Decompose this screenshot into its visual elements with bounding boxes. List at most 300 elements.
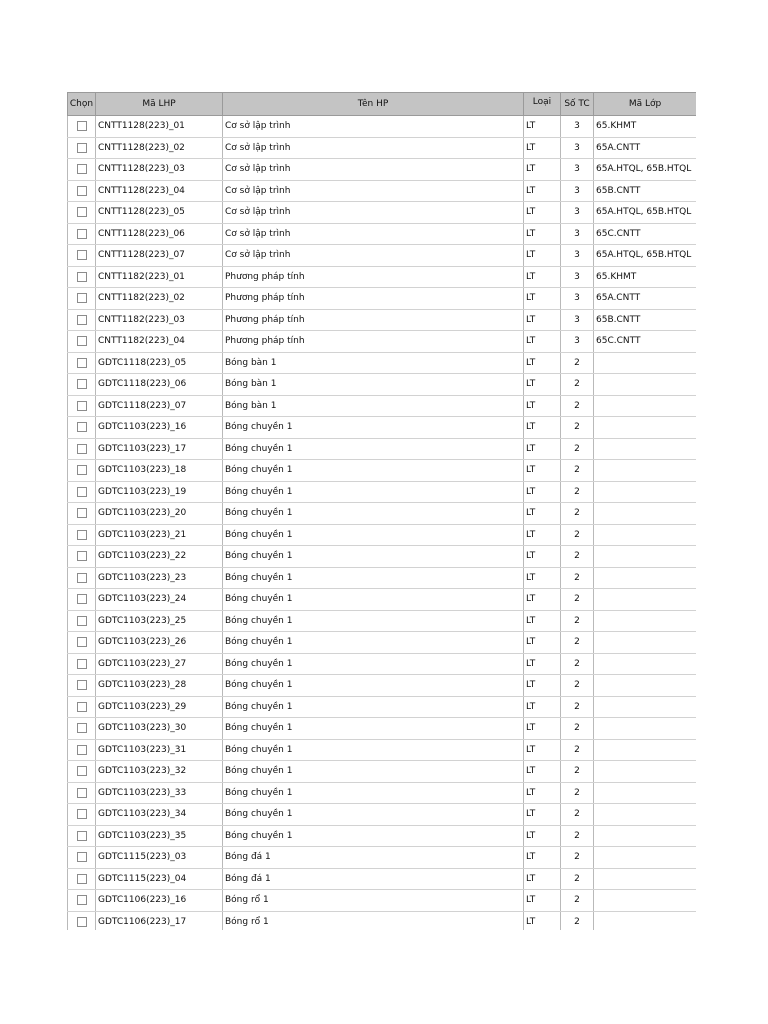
select-checkbox[interactable]	[77, 143, 87, 153]
select-checkbox[interactable]	[77, 616, 87, 626]
ten-hp-cell: Phương pháp tính	[223, 266, 524, 288]
table-row	[68, 352, 697, 374]
table-row	[68, 524, 697, 546]
ten-hp-cell: Bóng bàn 1	[223, 395, 524, 417]
select-cell	[68, 331, 96, 353]
ten-hp-cell: Bóng chuyền 1	[223, 718, 524, 740]
table-row	[68, 417, 697, 439]
ten-hp-cell: Bóng chuyền 1	[223, 524, 524, 546]
so-tc-cell: 2	[561, 417, 594, 439]
loai-cell: LT	[524, 804, 561, 826]
so-tc-cell: 2	[561, 481, 594, 503]
loai-cell: LT	[524, 309, 561, 331]
so-tc-cell: 3	[561, 331, 594, 353]
loai-cell: LT	[524, 223, 561, 245]
so-tc-cell: 2	[561, 395, 594, 417]
ma-lop-cell	[594, 804, 697, 826]
ma-lhp-cell: CNTT1128(223)_03	[96, 159, 223, 181]
ma-lop-cell: 65A.CNTT	[594, 137, 697, 159]
ma-lhp-cell: CNTT1128(223)_06	[96, 223, 223, 245]
select-checkbox[interactable]	[77, 766, 87, 776]
so-tc-cell: 2	[561, 675, 594, 697]
loai-cell: LT	[524, 653, 561, 675]
course-section-table	[67, 92, 696, 930]
select-cell	[68, 804, 96, 826]
ma-lhp-cell: GDTC1103(223)_23	[96, 567, 223, 589]
ma-lhp-cell: CNTT1128(223)_02	[96, 137, 223, 159]
ma-lop-cell	[594, 847, 697, 869]
ma-lhp-cell: GDTC1103(223)_19	[96, 481, 223, 503]
so-tc-cell: 2	[561, 503, 594, 525]
so-tc-cell: 2	[561, 524, 594, 546]
ma-lhp-cell: GDTC1118(223)_06	[96, 374, 223, 396]
ma-lhp-cell: CNTT1182(223)_03	[96, 309, 223, 331]
select-cell	[68, 481, 96, 503]
so-tc-cell: 3	[561, 202, 594, 224]
ma-lop-cell	[594, 761, 697, 783]
ten-hp-cell: Bóng chuyền 1	[223, 503, 524, 525]
ten-hp-cell: Bóng bàn 1	[223, 374, 524, 396]
ma-lop-cell	[594, 718, 697, 740]
so-tc-cell: 3	[561, 180, 594, 202]
loai-cell: LT	[524, 890, 561, 912]
loai-cell: LT	[524, 374, 561, 396]
table-body	[68, 116, 697, 931]
ma-lhp-cell: GDTC1103(223)_33	[96, 782, 223, 804]
ma-lhp-cell: GDTC1115(223)_04	[96, 868, 223, 890]
ma-lhp-cell: GDTC1103(223)_16	[96, 417, 223, 439]
loai-cell: LT	[524, 481, 561, 503]
ten-hp-cell: Bóng chuyền 1	[223, 610, 524, 632]
select-checkbox[interactable]	[77, 508, 87, 518]
ten-hp-cell: Bóng bàn 1	[223, 352, 524, 374]
select-cell	[68, 438, 96, 460]
ma-lop-cell	[594, 438, 697, 460]
table-row	[68, 266, 697, 288]
ten-hp-cell: Bóng chuyền 1	[223, 675, 524, 697]
ten-hp-cell: Cơ sở lập trình	[223, 202, 524, 224]
so-tc-cell: 2	[561, 374, 594, 396]
loai-cell: LT	[524, 567, 561, 589]
select-cell	[68, 245, 96, 267]
table-header	[68, 93, 697, 116]
ma-lop-cell	[594, 696, 697, 718]
table-row	[68, 245, 697, 267]
select-cell	[68, 868, 96, 890]
ma-lhp-cell: CNTT1128(223)_04	[96, 180, 223, 202]
ma-lop-cell	[594, 632, 697, 654]
so-tc-cell: 3	[561, 266, 594, 288]
select-cell	[68, 309, 96, 331]
ma-lhp-cell: CNTT1182(223)_04	[96, 331, 223, 353]
loai-cell: LT	[524, 266, 561, 288]
ten-hp-cell: Bóng chuyền 1	[223, 696, 524, 718]
ten-hp-cell: Cơ sở lập trình	[223, 116, 524, 138]
loai-cell: LT	[524, 159, 561, 181]
select-cell	[68, 288, 96, 310]
ten-hp-cell: Phương pháp tính	[223, 309, 524, 331]
select-checkbox[interactable]	[77, 379, 87, 389]
ma-lhp-cell: GDTC1103(223)_26	[96, 632, 223, 654]
select-checkbox[interactable]	[77, 788, 87, 798]
loai-cell: LT	[524, 438, 561, 460]
ma-lhp-cell: CNTT1128(223)_05	[96, 202, 223, 224]
select-checkbox[interactable]	[77, 250, 87, 260]
ma-lop-cell	[594, 911, 697, 930]
loai-cell: LT	[524, 245, 561, 267]
ten-hp-cell: Bóng rổ 1	[223, 890, 524, 912]
select-checkbox[interactable]	[77, 637, 87, 647]
loai-cell: LT	[524, 761, 561, 783]
so-tc-cell: 2	[561, 847, 594, 869]
ten-hp-cell: Phương pháp tính	[223, 288, 524, 310]
table-row	[68, 890, 697, 912]
ma-lop-cell	[594, 481, 697, 503]
so-tc-cell: 3	[561, 309, 594, 331]
table-row	[68, 632, 697, 654]
ten-hp-cell: Bóng chuyền 1	[223, 739, 524, 761]
select-checkbox[interactable]	[77, 573, 87, 583]
ten-hp-cell: Bóng chuyền 1	[223, 438, 524, 460]
select-cell	[68, 137, 96, 159]
table-row	[68, 589, 697, 611]
loai-cell: LT	[524, 352, 561, 374]
ma-lhp-cell: CNTT1128(223)_07	[96, 245, 223, 267]
so-tc-cell: 2	[561, 825, 594, 847]
select-checkbox[interactable]	[77, 121, 87, 131]
select-checkbox[interactable]	[77, 336, 87, 346]
ma-lop-cell	[594, 352, 697, 374]
so-tc-cell: 2	[561, 567, 594, 589]
loai-cell: LT	[524, 739, 561, 761]
header-ma-lhp: Mã LHP	[96, 93, 223, 116]
table-row	[68, 847, 697, 869]
ma-lop-cell: 65A.HTQL, 65B.HTQL	[594, 202, 697, 224]
select-cell	[68, 202, 96, 224]
ma-lop-cell	[594, 546, 697, 568]
select-cell	[68, 739, 96, 761]
select-cell	[68, 116, 96, 138]
ma-lop-cell: 65A.CNTT	[594, 288, 697, 310]
select-cell	[68, 610, 96, 632]
table-row	[68, 438, 697, 460]
ten-hp-cell: Bóng chuyền 1	[223, 761, 524, 783]
select-checkbox[interactable]	[77, 186, 87, 196]
table-row	[68, 911, 697, 930]
select-checkbox[interactable]	[77, 293, 87, 303]
ten-hp-cell: Bóng chuyền 1	[223, 804, 524, 826]
select-cell	[68, 460, 96, 482]
loai-cell: LT	[524, 417, 561, 439]
ma-lop-cell	[594, 524, 697, 546]
select-cell	[68, 567, 96, 589]
ma-lhp-cell: GDTC1103(223)_29	[96, 696, 223, 718]
ma-lop-cell	[594, 395, 697, 417]
select-cell	[68, 825, 96, 847]
so-tc-cell: 3	[561, 159, 594, 181]
select-checkbox[interactable]	[77, 659, 87, 669]
ma-lop-cell: 65A.HTQL, 65B.HTQL	[594, 159, 697, 181]
table-row	[68, 288, 697, 310]
header-ten-hp: Tên HP	[223, 93, 524, 116]
so-tc-cell: 3	[561, 288, 594, 310]
select-cell	[68, 374, 96, 396]
ma-lhp-cell: GDTC1103(223)_27	[96, 653, 223, 675]
select-cell	[68, 159, 96, 181]
ma-lop-cell: 65A.HTQL, 65B.HTQL	[594, 245, 697, 267]
ma-lhp-cell: GDTC1103(223)_20	[96, 503, 223, 525]
table-row	[68, 137, 697, 159]
select-checkbox[interactable]	[77, 594, 87, 604]
ten-hp-cell: Bóng đá 1	[223, 847, 524, 869]
ma-lhp-cell: GDTC1103(223)_25	[96, 610, 223, 632]
ma-lop-cell: 65.KHMT	[594, 266, 697, 288]
ma-lop-cell	[594, 589, 697, 611]
ten-hp-cell: Bóng chuyền 1	[223, 460, 524, 482]
select-checkbox[interactable]	[77, 680, 87, 690]
select-checkbox[interactable]	[77, 702, 87, 712]
loai-cell: LT	[524, 137, 561, 159]
header-ma-lop: Mã Lớp	[594, 93, 697, 116]
table-row	[68, 567, 697, 589]
select-checkbox[interactable]	[77, 272, 87, 282]
select-checkbox[interactable]	[77, 874, 87, 884]
ma-lhp-cell: GDTC1103(223)_24	[96, 589, 223, 611]
select-cell	[68, 847, 96, 869]
ten-hp-cell: Bóng đá 1	[223, 868, 524, 890]
so-tc-cell: 2	[561, 804, 594, 826]
ma-lop-cell	[594, 890, 697, 912]
ma-lhp-cell: GDTC1118(223)_07	[96, 395, 223, 417]
so-tc-cell: 3	[561, 245, 594, 267]
select-checkbox[interactable]	[77, 895, 87, 905]
select-cell	[68, 632, 96, 654]
select-cell	[68, 761, 96, 783]
select-checkbox[interactable]	[77, 551, 87, 561]
loai-cell: LT	[524, 546, 561, 568]
ma-lhp-cell: GDTC1103(223)_18	[96, 460, 223, 482]
ma-lop-cell	[594, 503, 697, 525]
loai-cell: LT	[524, 847, 561, 869]
loai-cell: LT	[524, 524, 561, 546]
table-row	[68, 610, 697, 632]
select-checkbox[interactable]	[77, 229, 87, 239]
ma-lop-cell: 65C.CNTT	[594, 223, 697, 245]
table-row	[68, 395, 697, 417]
select-cell	[68, 589, 96, 611]
ten-hp-cell: Cơ sở lập trình	[223, 137, 524, 159]
select-checkbox[interactable]	[77, 444, 87, 454]
table-row	[68, 460, 697, 482]
ma-lhp-cell: GDTC1103(223)_28	[96, 675, 223, 697]
select-cell	[68, 911, 96, 930]
select-checkbox[interactable]	[77, 745, 87, 755]
loai-cell: LT	[524, 782, 561, 804]
select-checkbox[interactable]	[77, 831, 87, 841]
table-row	[68, 696, 697, 718]
loai-cell: LT	[524, 911, 561, 930]
ma-lhp-cell: GDTC1103(223)_32	[96, 761, 223, 783]
ma-lhp-cell: GDTC1103(223)_31	[96, 739, 223, 761]
table-row	[68, 159, 697, 181]
loai-cell: LT	[524, 202, 561, 224]
ma-lhp-cell: GDTC1103(223)_17	[96, 438, 223, 460]
ma-lhp-cell: GDTC1103(223)_21	[96, 524, 223, 546]
ma-lhp-cell: GDTC1103(223)_35	[96, 825, 223, 847]
so-tc-cell: 2	[561, 890, 594, 912]
so-tc-cell: 2	[561, 546, 594, 568]
ma-lop-cell	[594, 567, 697, 589]
ma-lop-cell	[594, 868, 697, 890]
ma-lop-cell	[594, 739, 697, 761]
so-tc-cell: 2	[561, 632, 594, 654]
select-cell	[68, 503, 96, 525]
so-tc-cell: 2	[561, 438, 594, 460]
select-checkbox[interactable]	[77, 422, 87, 432]
select-checkbox[interactable]	[77, 852, 87, 862]
ma-lop-cell	[594, 374, 697, 396]
ma-lop-cell	[594, 782, 697, 804]
table-row	[68, 503, 697, 525]
table-row	[68, 180, 697, 202]
so-tc-cell: 2	[561, 589, 594, 611]
ten-hp-cell: Cơ sở lập trình	[223, 159, 524, 181]
ma-lhp-cell: GDTC1106(223)_17	[96, 911, 223, 930]
table-row	[68, 116, 697, 138]
loai-cell: LT	[524, 503, 561, 525]
so-tc-cell: 2	[561, 761, 594, 783]
so-tc-cell: 3	[561, 116, 594, 138]
so-tc-cell: 2	[561, 352, 594, 374]
select-checkbox[interactable]	[77, 207, 87, 217]
select-checkbox[interactable]	[77, 315, 87, 325]
table-row	[68, 223, 697, 245]
table-row	[68, 739, 697, 761]
ten-hp-cell: Phương pháp tính	[223, 331, 524, 353]
ten-hp-cell: Bóng chuyền 1	[223, 782, 524, 804]
loai-cell: LT	[524, 331, 561, 353]
ma-lop-cell: 65C.CNTT	[594, 331, 697, 353]
loai-cell: LT	[524, 180, 561, 202]
ten-hp-cell: Cơ sở lập trình	[223, 245, 524, 267]
select-checkbox[interactable]	[77, 530, 87, 540]
so-tc-cell: 2	[561, 868, 594, 890]
ten-hp-cell: Bóng chuyền 1	[223, 653, 524, 675]
so-tc-cell: 2	[561, 782, 594, 804]
ma-lhp-cell: CNTT1182(223)_02	[96, 288, 223, 310]
header-chon: Chọn	[68, 93, 96, 116]
table-row	[68, 374, 697, 396]
ma-lop-cell	[594, 825, 697, 847]
table-row	[68, 481, 697, 503]
select-checkbox[interactable]	[77, 487, 87, 497]
select-cell	[68, 223, 96, 245]
ten-hp-cell: Cơ sở lập trình	[223, 180, 524, 202]
header-row	[68, 93, 697, 116]
select-cell	[68, 417, 96, 439]
ten-hp-cell: Bóng chuyền 1	[223, 417, 524, 439]
ten-hp-cell: Bóng chuyền 1	[223, 481, 524, 503]
table-row	[68, 782, 697, 804]
select-cell	[68, 395, 96, 417]
ma-lhp-cell: CNTT1182(223)_01	[96, 266, 223, 288]
loai-cell: LT	[524, 868, 561, 890]
loai-cell: LT	[524, 610, 561, 632]
ma-lhp-cell: GDTC1103(223)_22	[96, 546, 223, 568]
table-row	[68, 202, 697, 224]
ma-lhp-cell: GDTC1118(223)_05	[96, 352, 223, 374]
select-cell	[68, 352, 96, 374]
select-checkbox[interactable]	[77, 465, 87, 475]
select-cell	[68, 696, 96, 718]
so-tc-cell: 2	[561, 653, 594, 675]
select-cell	[68, 524, 96, 546]
table-row	[68, 309, 697, 331]
so-tc-cell: 3	[561, 223, 594, 245]
so-tc-cell: 2	[561, 610, 594, 632]
table-row	[68, 546, 697, 568]
so-tc-cell: 2	[561, 460, 594, 482]
select-cell	[68, 653, 96, 675]
ten-hp-cell: Bóng rổ 1	[223, 911, 524, 930]
select-checkbox[interactable]	[77, 358, 87, 368]
select-checkbox[interactable]	[77, 809, 87, 819]
select-cell	[68, 890, 96, 912]
table-row	[68, 653, 697, 675]
ma-lop-cell: 65B.CNTT	[594, 180, 697, 202]
table-row	[68, 804, 697, 826]
select-checkbox[interactable]	[77, 401, 87, 411]
ma-lhp-cell: GDTC1115(223)_03	[96, 847, 223, 869]
loai-cell: LT	[524, 460, 561, 482]
ma-lhp-cell: GDTC1103(223)_30	[96, 718, 223, 740]
select-checkbox[interactable]	[77, 723, 87, 733]
select-cell	[68, 180, 96, 202]
loai-cell: LT	[524, 116, 561, 138]
ma-lop-cell	[594, 675, 697, 697]
select-cell	[68, 718, 96, 740]
so-tc-cell: 2	[561, 718, 594, 740]
ten-hp-cell: Bóng chuyền 1	[223, 825, 524, 847]
loai-cell: LT	[524, 395, 561, 417]
ma-lhp-cell: GDTC1103(223)_34	[96, 804, 223, 826]
select-cell	[68, 675, 96, 697]
ten-hp-cell: Bóng chuyền 1	[223, 546, 524, 568]
loai-cell: LT	[524, 288, 561, 310]
table-row	[68, 331, 697, 353]
table-row	[68, 675, 697, 697]
select-cell	[68, 546, 96, 568]
loai-cell: LT	[524, 675, 561, 697]
select-checkbox[interactable]	[77, 164, 87, 174]
so-tc-cell: 2	[561, 739, 594, 761]
so-tc-cell: 3	[561, 137, 594, 159]
so-tc-cell: 2	[561, 696, 594, 718]
ten-hp-cell: Cơ sở lập trình	[223, 223, 524, 245]
ten-hp-cell: Bóng chuyền 1	[223, 632, 524, 654]
table-row	[68, 718, 697, 740]
loai-cell: LT	[524, 825, 561, 847]
ma-lop-cell	[594, 610, 697, 632]
select-cell	[68, 782, 96, 804]
select-checkbox[interactable]	[77, 917, 87, 927]
ten-hp-cell: Bóng chuyền 1	[223, 567, 524, 589]
loai-cell: LT	[524, 632, 561, 654]
ma-lop-cell	[594, 460, 697, 482]
loai-cell: LT	[524, 696, 561, 718]
select-cell	[68, 266, 96, 288]
course-section-table-container	[67, 92, 696, 930]
